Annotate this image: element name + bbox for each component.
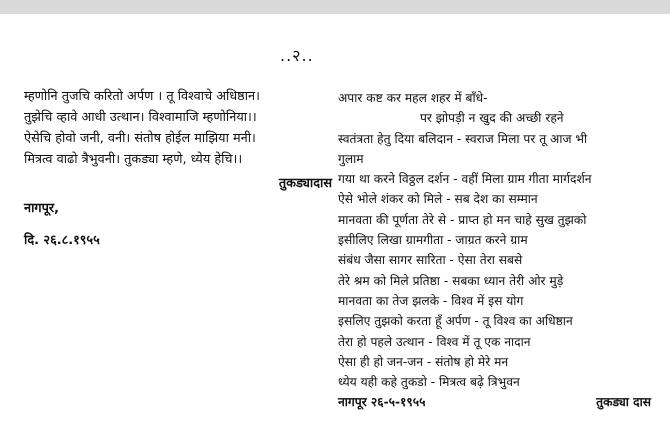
- marathi-poem-column: [24, 86, 332, 252]
- author-signature: तुकड्या दास: [596, 395, 651, 410]
- poem-line: तुझेचि व्हावे आधी उत्थान। विश्‍वामाजि म्हणोनिया।।: [24, 110, 257, 125]
- page-number: ..२..: [280, 46, 314, 65]
- hindi-poem-column: [338, 88, 663, 412]
- poem-line: तेरा हो पहले उत्थान - विश्व में तू एक नादान: [338, 334, 531, 349]
- poem-line: म्हणोनि तुजचि करितो अर्पण । तू विश्‍वाचे अधिष्ठान।: [24, 89, 260, 104]
- poem-line: इसीलिए लिखा ग्रामगीता - जाग्रत करने ग्राम: [338, 233, 528, 248]
- poem-line: गया था करने विठ्ठल दर्शन - वहीं मिला ग्राम गीता मार्गदर्शन: [338, 172, 592, 187]
- author-signature: तुकड्यादास: [278, 176, 332, 191]
- poem-line: पर झोपड़ी न खुद की अच्छी रहने: [420, 111, 564, 126]
- poem-line: मानवता का तेज झलके - विश्व में इस योग: [338, 293, 524, 308]
- poem-line: मित्रत्व वाढो त्रैभुवनी। तुकड्या म्हणे, ध्येय हेचि।।: [24, 152, 243, 167]
- poem-line: ऐसा ही हो जन-जन - संतोष हो मेरे मन: [338, 354, 509, 369]
- poem-line: ध्येय यही कहे तुकडो - मित्रत्व बढ़े त्रिभुवन: [338, 375, 520, 390]
- poem-line: स्वतंत्रता हेतु दिया बलिदान - स्वराज मिला पर तू आज भी: [338, 131, 588, 146]
- poem-line: ऐसेचि होवो जनी, वनी। संतोष होईल माझिया मनी।: [24, 131, 256, 146]
- place-date-label: नागपूर २६-५-१९५५: [338, 395, 426, 410]
- poem-footer: [338, 392, 663, 412]
- poem-line: तेरे श्रम को मिले प्रतिष्ठा - सबका ध्यान तेरी ओर मुड़े: [338, 273, 564, 288]
- poem-line: इसलिए तुझको करता हूँ अर्पण - तू विश्‍व का अधिष्ठान: [338, 314, 573, 329]
- poem-line: गुलाम: [338, 151, 364, 166]
- date-label: दि. २६.८.१९५५: [24, 233, 100, 248]
- poem-line: संबंध जैसा सागर सारिता - ऐसा तेरा सबसे: [338, 253, 523, 268]
- top-margin-bar: [0, 0, 670, 14]
- poem-line: मानवता की पूर्णता तेरे से - प्राप्त हो मन चाहे सुख तुझको: [338, 212, 587, 227]
- place-label: नागपूर,: [24, 201, 59, 216]
- poem-line: अपार कष्ट कर महल शहर में बाँधे-: [338, 91, 488, 105]
- poem-line: ऐसे भोले शंकर को मिले - सब देश का सम्मान: [338, 192, 538, 207]
